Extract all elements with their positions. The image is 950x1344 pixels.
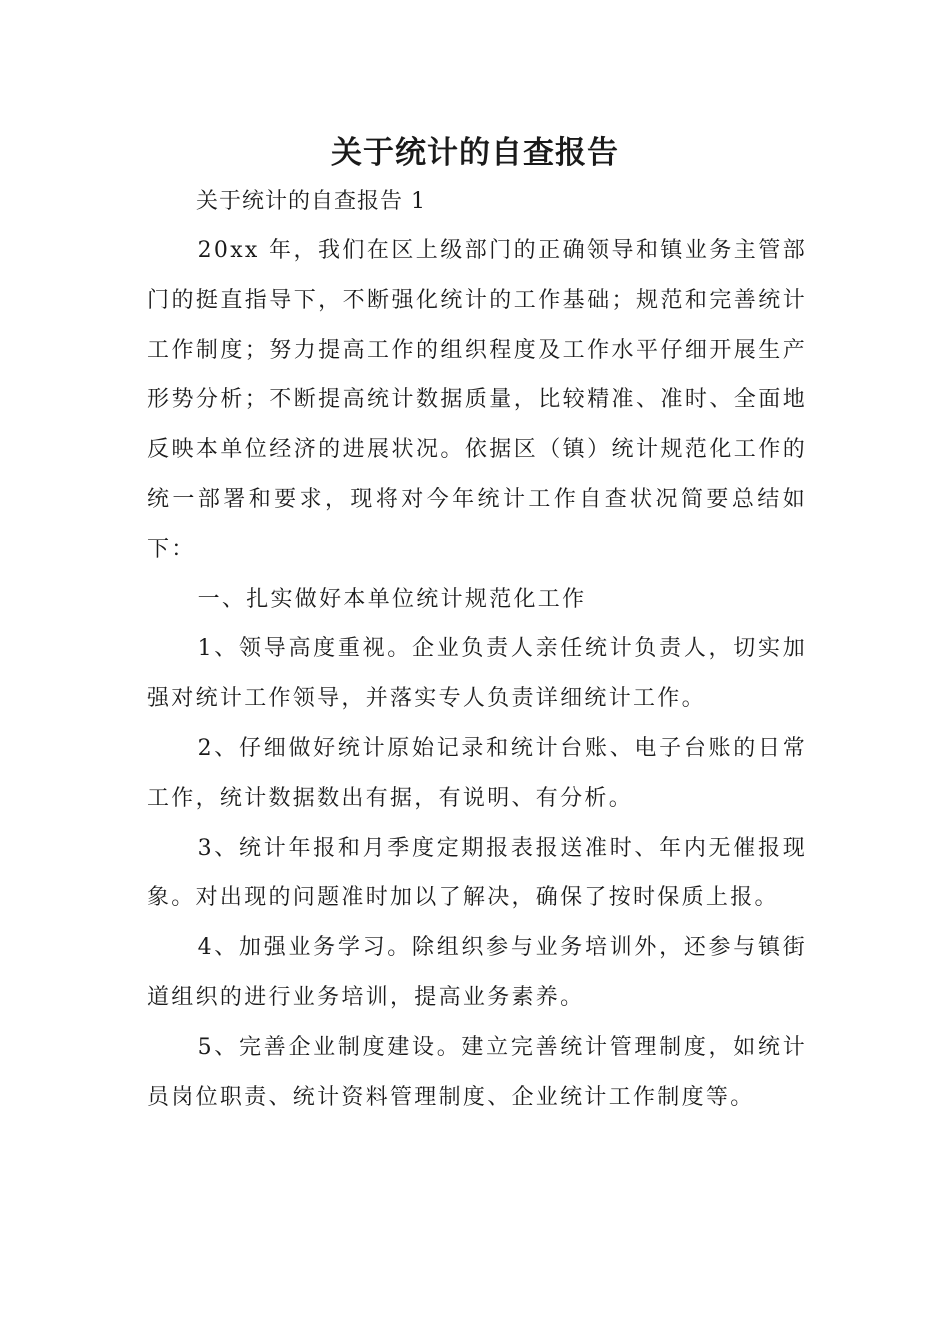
document-title: 关于统计的自查报告 xyxy=(331,135,619,171)
document-body xyxy=(147,226,807,1122)
paragraph-item-2: 2、仔细做好统计原始记录和统计台账、电子台账的日常工作，统计数据数出有据，有说明、有分析。 xyxy=(147,735,807,811)
section-subtitle: 关于统计的自查报告 1 xyxy=(196,189,426,214)
paragraph-intro: 20xx 年，我们在区上级部门的正确领导和镇业务主管部门的挺直指导下，不断强化统计的工作基础；规范和完善统计工作制度；努力提高工作的组织程度及工作水平仔细开展生产形势分析；不断提高统计数据质量，比较精准、准时、全面地反映本单位经济的进展状况。依据区（镇）统计规范化工作的统一部署和要求，现将对今年统计工作自查状况简要总结如下： xyxy=(147,238,807,562)
paragraph-item-5: 5、完善企业制度建设。建立完善统计管理制度，如统计员岗位职责、统计资料管理制度、企业统计工作制度等。 xyxy=(147,1034,807,1110)
paragraph-item-3: 3、统计年报和月季度定期报表报送准时、年内无催报现象。对出现的问题准时加以了解决，确保了按时保质上报。 xyxy=(147,835,807,911)
paragraph-heading-one: 一、扎实做好本单位统计规范化工作 xyxy=(197,586,587,612)
paragraph-item-1: 1、领导高度重视。企业负责人亲任统计负责人，切实加强对统计工作领导，并落实专人负责详细统计工作。 xyxy=(147,636,807,712)
paragraph-item-4: 4、加强业务学习。除组织参与业务培训外，还参与镇街道组织的进行业务培训，提高业务素养。 xyxy=(147,935,807,1010)
